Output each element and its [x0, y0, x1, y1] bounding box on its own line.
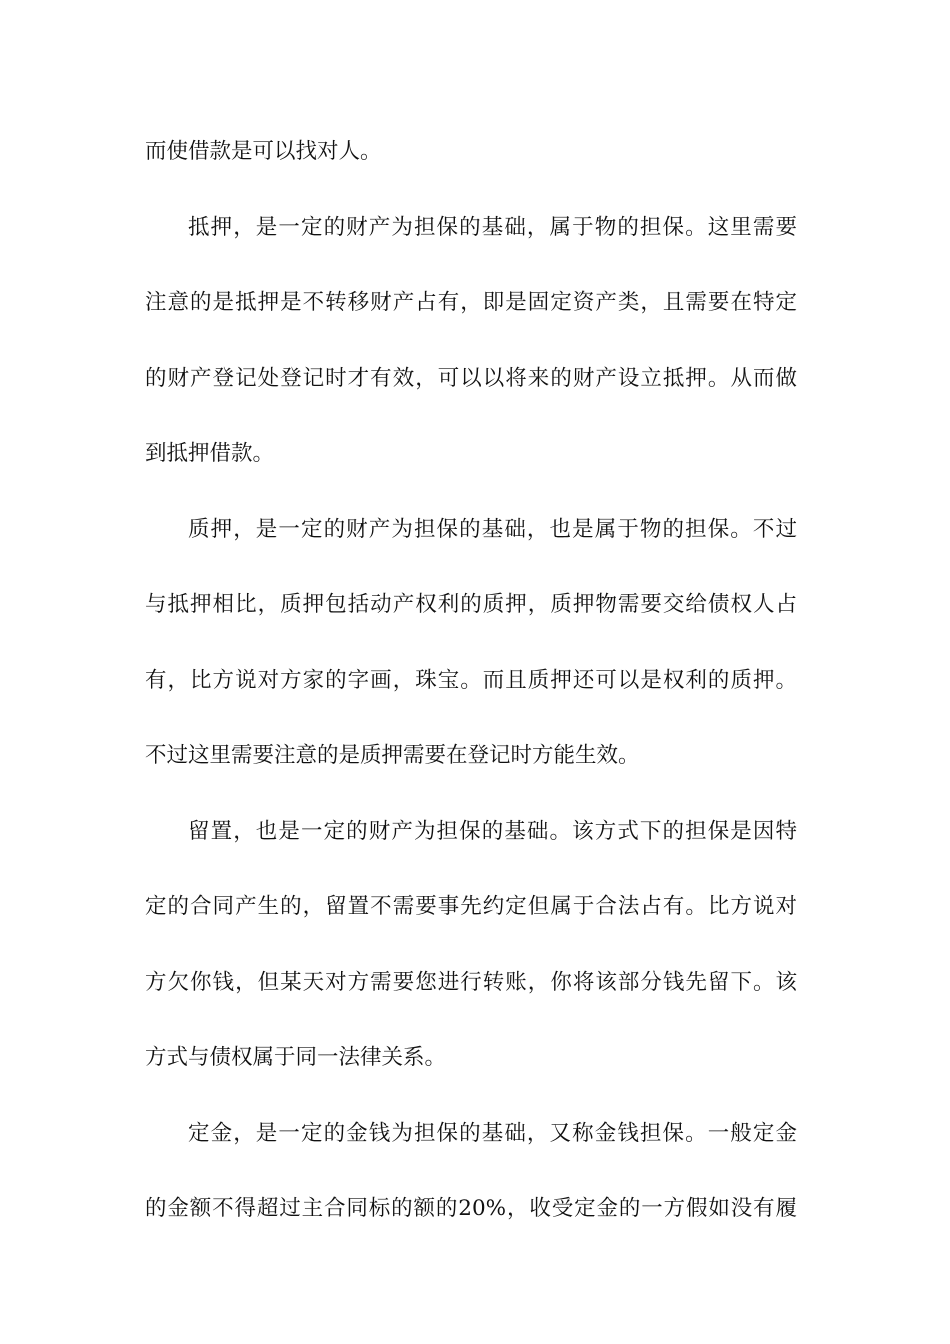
text-line: 注意的是抵押是不转移财产占有，即是固定资产类，且需要在特定: [145, 290, 797, 315]
text-line: 定的合同产生的，留置不需要事先约定但属于合法占有。比方说对: [145, 894, 797, 919]
text-line: 方欠你钱，但某天对方需要您进行转账，你将该部分钱先留下。该: [145, 969, 797, 995]
text-line: 有，比方说对方家的字画，珠宝。而且质押还可以是权利的质押。: [145, 667, 797, 693]
text-line: 的财产登记处登记时才有效，可以以将来的财产设立抵押。从而做: [145, 365, 797, 391]
text-line: 到抵押借款。: [145, 441, 275, 466]
paragraph-first-line: 质押，是一定的财产为担保的基础，也是属于物的担保。不过: [188, 516, 797, 542]
text-line: 方式与债权属于同一法律关系。: [145, 1045, 447, 1070]
text-line: 不过这里需要注意的是质押需要在登记时方能生效。: [145, 743, 640, 768]
paragraph-first-line: 抵押，是一定的财产为担保的基础，属于物的担保。这里需要: [188, 214, 797, 240]
paragraph-first-line: 留置，也是一定的财产为担保的基础。该方式下的担保是因特: [188, 818, 797, 844]
text-line: 而使借款是可以找对人。: [145, 139, 382, 164]
text-line: 的金额不得超过主合同标的额的20%，收受定金的一方假如没有履: [145, 1196, 797, 1221]
paragraph-first-line: 定金，是一定的金钱为担保的基础，又称金钱担保。一般定金: [188, 1120, 797, 1146]
document-body: [145, 130, 797, 1263]
text-line: 与抵押相比，质押包括动产权利的质押，质押物需要交给债权人占: [145, 592, 797, 617]
